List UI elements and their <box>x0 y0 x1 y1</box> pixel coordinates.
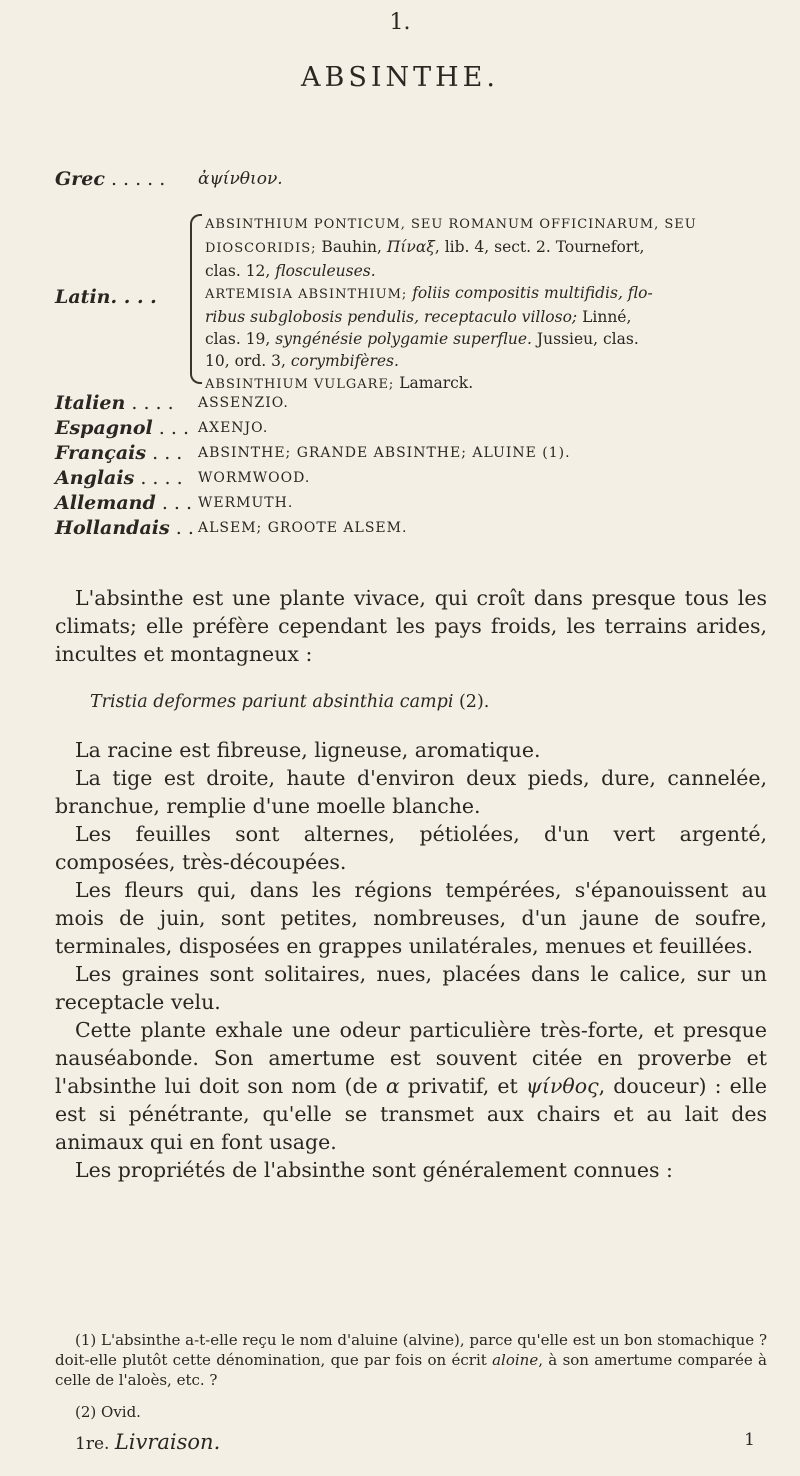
paragraph: Les propriétés de l'absinthe sont généralement connues : <box>75 1158 673 1182</box>
livraison-label: Livraison. <box>114 1430 221 1454</box>
lang-label-allemand: Allemand . . . <box>55 492 193 514</box>
lang-label-hollandais: Hollandais . . <box>55 517 194 539</box>
synonym-value-hollandais: ALSEM; GROOTE ALSEM. <box>198 520 408 536</box>
paragraph: Les fleurs qui, dans les régions tempérées, s'épanouissent au mois de juin, sont petites, nombreuses, d'un jaune de soufre, terminales, disposées en grappes unilatérales, menues et feuillées. <box>55 878 767 958</box>
page-number: 1. <box>389 10 411 35</box>
synonym-value-anglais: WORMWOOD. <box>198 470 311 486</box>
synonym-value-italien: ASSENZIO. <box>198 395 289 411</box>
lang-label-grec: Grec . . . . . <box>55 168 166 190</box>
lang-label-francais: Français . . . <box>55 442 183 464</box>
brace <box>190 214 202 384</box>
footer <box>75 1430 755 1454</box>
lang-label-italien: Italien . . . . <box>55 392 174 414</box>
paragraph: Cette plante exhale une odeur particulière très-forte, et presque nauséabonde. Son amertume est souvent citée en proverbe et l'absinthe lui doit son nom (de α privatif, et ψίνθος, douceur) : elle est si pénétrante, qu'elle se transmet aux chairs et au lait des animaux qui en font usage. <box>55 1018 767 1154</box>
footnote-1: (1) L'absinthe a-t-elle reçu le nom d'aluine (alvine), parce qu'elle est un bon stomachique ? doit-elle plutôt cette dénomination, que par fois on écrit aloine, à son amertume comparée à celle de l'aloès, etc. ? <box>55 1331 767 1389</box>
footnote-2: (2) Ovid. <box>75 1403 141 1421</box>
synonym-value-francais: ABSINTHE; GRANDE ABSINTHE; ALUINE (1). <box>198 445 571 461</box>
footnotes <box>55 1330 767 1434</box>
lang-label-anglais: Anglais . . . . <box>55 467 183 489</box>
synonym-value-espagnol: AXENJO. <box>198 420 269 436</box>
lang-label-espagnol: Espagnol . . . <box>55 417 190 439</box>
paragraph: Les feuilles sont alternes, pétiolées, d'un vert argenté, composées, très-découpées. <box>55 822 767 874</box>
lang-label-latin: Latin. . . . <box>55 286 157 308</box>
livraison-number: 1re. <box>75 1434 110 1454</box>
synonym-value-latin: ABSINTHIUM PONTICUM, SEU ROMANUM OFFICINARUM, SEU DIOSCORIDIS; Bauhin, Πίναξ, lib. 4, sect. 2. Tournefort, clas. 12, flosculeuses. ARTEMISIA ABSINTHIUM; foliis compositis multifidis, flo- ribus subglobosis pendulis, receptaculo villoso; Linné, clas. 19, syngénésie polygamie superflue. Jussieu, clas. 10, ord. 3, corymbifères. ABSINTHIUM VULGARE; Lamarck. <box>205 217 697 392</box>
synonym-value-grec: ἀψίνθιον. <box>198 169 283 189</box>
paragraph: Les graines sont solitaires, nues, placées dans le calice, sur un receptacle velu. <box>55 962 767 1014</box>
page-title: ABSINTHE. <box>301 62 499 93</box>
synonym-value-allemand: WERMUTH. <box>198 495 294 511</box>
sheet-signature: 1 <box>744 1430 755 1450</box>
paragraph: L'absinthe est une plante vivace, qui croît dans presque tous les climats; elle préfère cependant les pays froids, les terrains arides, incultes et montagneux : <box>55 586 767 666</box>
paragraph: La racine est fibreuse, ligneuse, aromatique. <box>75 738 541 762</box>
paragraph: La tige est droite, haute d'environ deux pieds, dure, cannelée, branchue, remplie d'une moelle blanche. <box>55 766 767 818</box>
body-text <box>55 584 767 1184</box>
verse-quote: Tristia deformes pariunt absinthia campi (2). <box>90 692 490 712</box>
